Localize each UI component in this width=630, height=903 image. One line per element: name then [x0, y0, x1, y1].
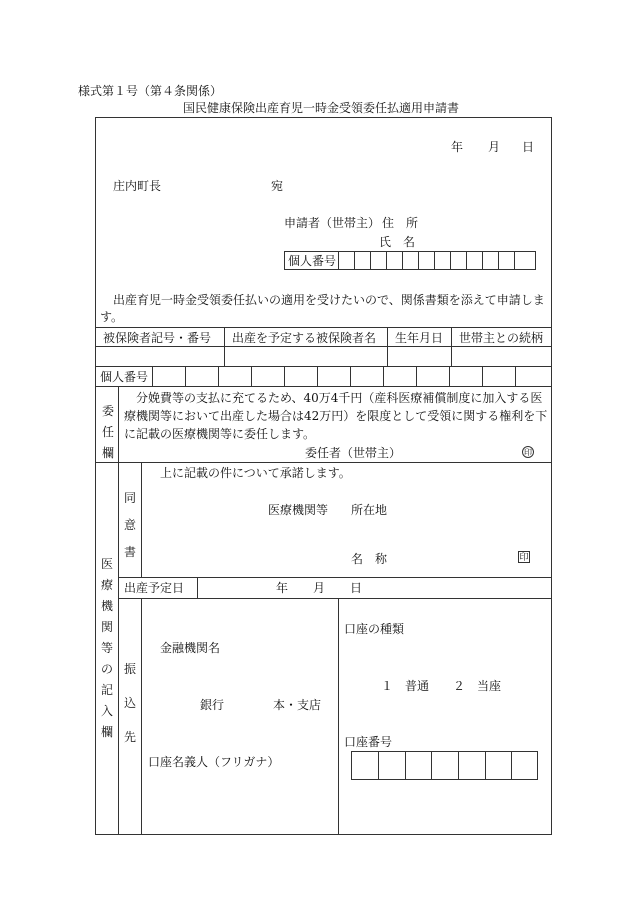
holder-label: 口座名義人（フリガナ）: [148, 755, 280, 769]
header-relationship: 世帯主との続柄: [459, 331, 544, 345]
addressee: 庄内町長: [113, 179, 162, 193]
form-title: 国民健康保険出産育児一時金受領委任払適用申請書: [183, 101, 460, 115]
delegation-text-3: に記載の医療機関等に委任します。: [124, 427, 316, 441]
due-year: 年: [276, 581, 289, 595]
consent-text: 上に記載の件について承諾します。: [160, 466, 351, 480]
delegation-text-1: 分娩費等の支払に充てるため、40万4千円（産科医療補償制度に加入する医: [136, 391, 543, 405]
seal-box: 印: [519, 553, 529, 563]
account-type-options: １ 普通 ２ 当座: [381, 679, 502, 693]
date-year: 年: [451, 140, 464, 154]
header-birthdate: 生年月日: [395, 331, 444, 345]
bank-name-label: 金融機関名: [160, 641, 221, 655]
date-month: 月: [488, 140, 501, 154]
delegation-side-label: 委 任 欄: [101, 404, 114, 460]
row-personal-number-label: 個人番号: [100, 370, 149, 384]
account-number-boxes: [351, 751, 538, 780]
personal-number-label: 個人番号: [288, 254, 337, 268]
branch-label: 本・支店: [273, 698, 322, 712]
medical-side-label: 医 療 機 関 等 の 記 入 欄: [100, 557, 113, 739]
form-number: 様式第１号（第４条関係）: [78, 84, 223, 98]
due-day: 日: [350, 581, 363, 595]
address-label: 住 所: [382, 216, 419, 230]
request-text-1: 出産育児一時金受領委任払いの適用を受けたいので、関係書類を添えて申請しま: [113, 293, 545, 307]
header-insured-number: 被保険者記号・番号: [103, 331, 212, 345]
seal-mark: 印: [524, 448, 532, 457]
due-date-label: 出産予定日: [124, 581, 185, 595]
consent-side-label: 同 意 書: [123, 491, 136, 559]
account-type-label: 口座の種類: [344, 622, 405, 636]
applicant-label: 申請者（世帯主）: [284, 216, 381, 230]
addressee-suffix: 宛: [271, 179, 284, 193]
header-insured-name: 出産を予定する被保険者名: [232, 331, 377, 345]
delegator-label: 委任者（世帯主）: [305, 446, 402, 460]
bank-label: 銀行: [200, 698, 225, 712]
date-day: 日: [522, 140, 535, 154]
institution-name-label: 名 称: [351, 552, 388, 566]
delegation-text-2: 療機関等において出産した場合は42万円）を限度として受領に関する権利を下: [124, 409, 548, 423]
account-number-label: 口座番号: [344, 735, 393, 749]
due-month: 月: [313, 581, 326, 595]
name-label: 氏 名: [379, 235, 416, 249]
institution-label: 医療機関等: [268, 503, 329, 517]
location-label: 所在地: [351, 503, 388, 517]
transfer-side-label: 振 込 先: [123, 662, 136, 744]
request-text-2: す。: [100, 310, 124, 324]
